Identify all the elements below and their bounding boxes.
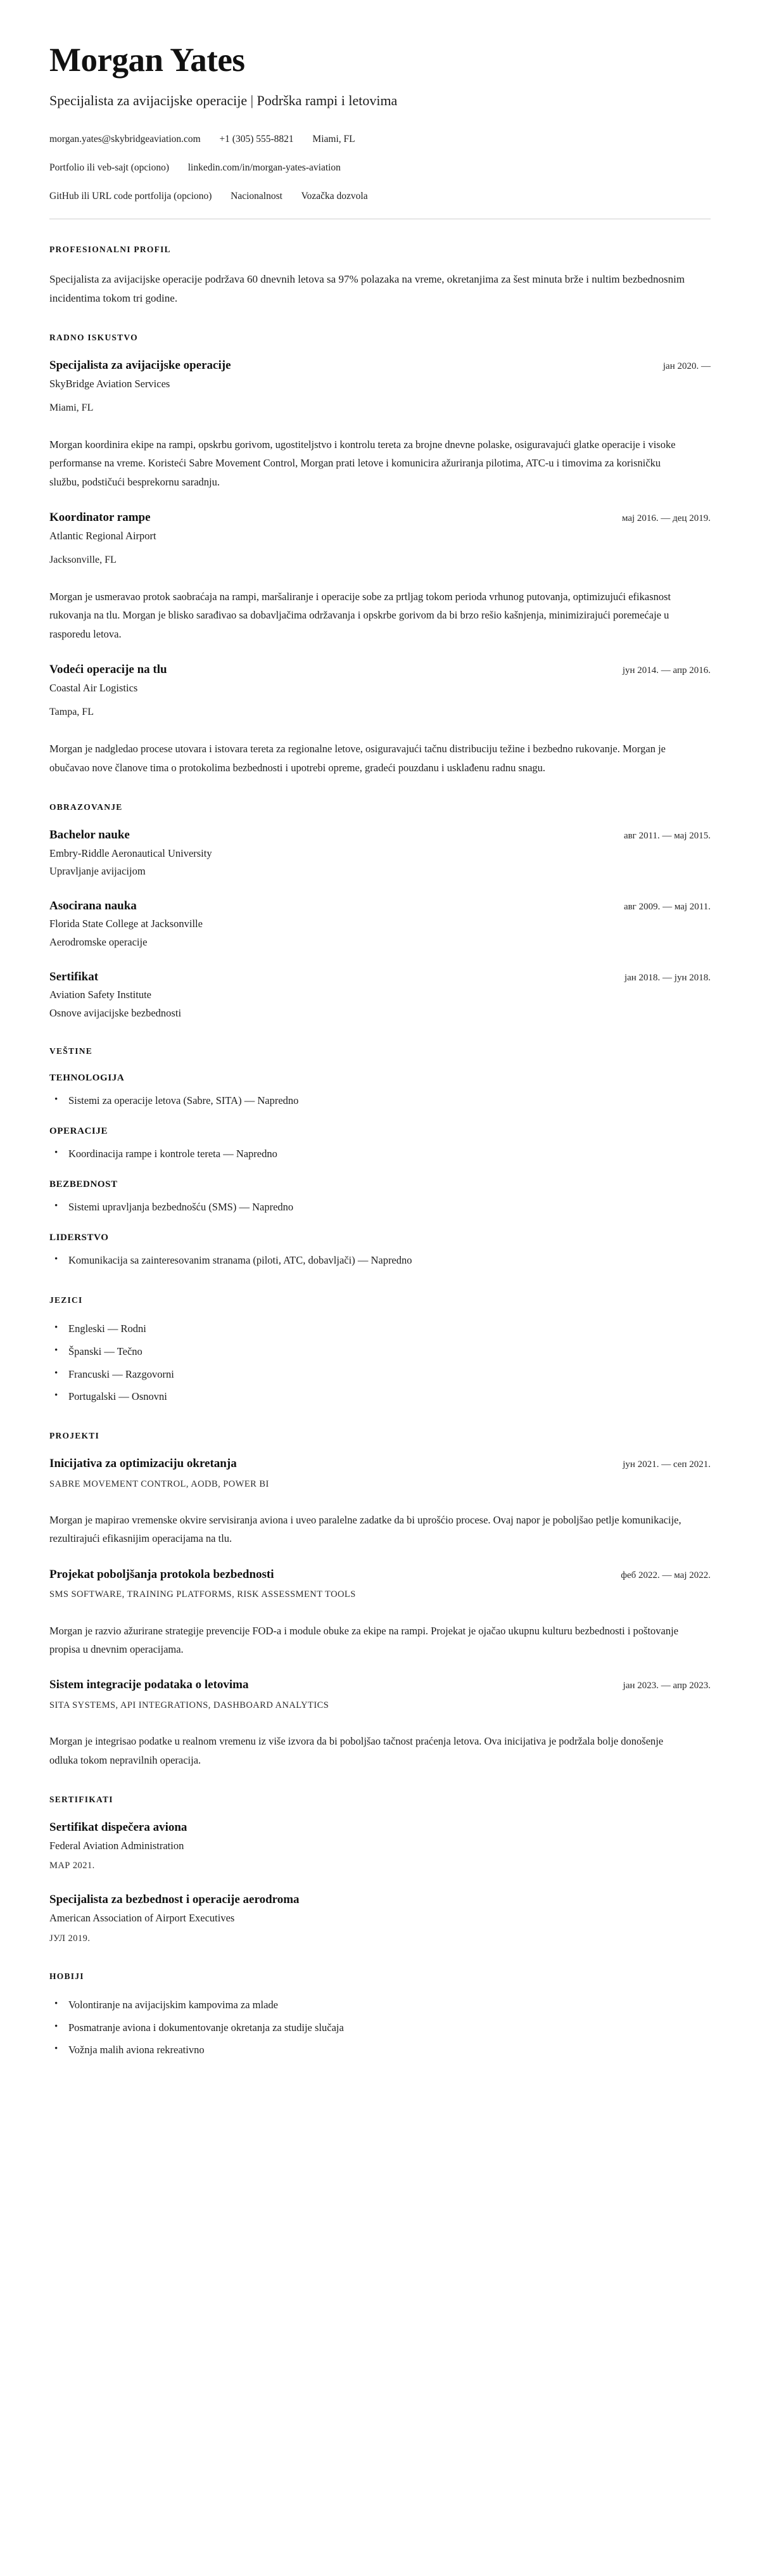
experience-entry — [49, 358, 711, 491]
project-entry-head — [49, 1677, 711, 1693]
project-tech: SABRE MOVEMENT CONTROL, AODB, POWER BI — [49, 1478, 269, 1489]
section-experience — [49, 333, 711, 777]
education-entry-head — [49, 828, 711, 843]
hobby-list — [49, 1997, 711, 2059]
skill-group-name: OPERACIJE — [49, 1126, 108, 1137]
education-field: Aerodromske operacije — [49, 936, 148, 948]
experience-role: Vodeći operacije na tlu — [49, 663, 167, 677]
contact-row-primary — [49, 132, 711, 146]
hobby-item: • Volontiranje na avijacijskim kampovima za mlade — [49, 1997, 711, 2014]
nationality-text: Nacionalnost — [231, 191, 282, 202]
project-description: Morgan je integrisao podatke u realnom vremenu iz više izvora da bi poboljšao tačnost praćenja letova. Ova inicijativa je podržala bolje donošenje odluka tokom nepravilnih operacija. — [49, 1735, 664, 1766]
certificate-date: ЈУЛ 2019. — [49, 1933, 91, 1944]
skill-group-bezbednost — [49, 1179, 711, 1216]
education-date: јан 2018. — јун 2018. — [624, 972, 711, 983]
experience-description: Morgan koordinira ekipe na rampi, opskrbu gorivom, ugostiteljstvo i kontrolu tereta za brojne dnevne polaske, osiguravajući glatke operacije i visoke performanse na vreme. Koristeći Sabre Movement Control, Morgan prati letove i komunicira ažuriranja pilotima, ATC-u i timovima za korisničku službu, podstičući besprekornu saradnju. — [49, 438, 676, 488]
project-entry — [49, 1456, 711, 1548]
experience-entry-head — [49, 358, 711, 374]
certificate-name: Specijalista za bezbednost i operacije aerodroma — [49, 1893, 300, 1907]
section-title-languages: JEZICI — [49, 1295, 83, 1305]
section-title-skills: VEŠTINE — [49, 1046, 93, 1056]
skill-list — [49, 1199, 711, 1216]
experience-location: Jacksonville, FL — [49, 554, 117, 566]
education-degree: Asocirana nauka — [49, 899, 137, 913]
phone-text[interactable]: +1 (305) 555-8821 — [219, 133, 294, 144]
language-item: • Španski — Tečno — [49, 1343, 711, 1361]
section-education — [49, 802, 711, 1021]
education-degree: Sertifikat — [49, 970, 99, 984]
education-field: Osnove avijacijske bezbednosti — [49, 1006, 182, 1019]
languages-block — [49, 1295, 711, 1406]
skill-list — [49, 1252, 711, 1269]
linkedin-text[interactable]: linkedin.com/in/morgan-yates-aviation — [187, 162, 341, 173]
project-date: феб 2022. — мај 2022. — [621, 1570, 711, 1580]
language-item: • Engleski — Rodni — [49, 1321, 711, 1338]
hobby-item: • Posmatranje aviona i dokumentovanje okretanja za studije slučaja — [49, 2020, 711, 2037]
section-profile — [49, 245, 711, 307]
certificate-issuer: American Association of Airport Executives — [49, 1912, 235, 1925]
skill-list — [49, 1146, 711, 1163]
education-entry — [49, 828, 711, 880]
section-hobbies — [49, 1971, 711, 2059]
language-item: • Francuski — Razgovorni — [49, 1366, 711, 1383]
github-text[interactable]: GitHub ili URL code portfolija (opciono) — [49, 191, 212, 202]
experience-company: Atlantic Regional Airport — [49, 529, 156, 542]
education-entry-head — [49, 970, 711, 985]
experience-company: SkyBridge Aviation Services — [49, 377, 170, 390]
section-skills — [49, 1046, 711, 1406]
section-certificates — [49, 1795, 711, 1946]
experience-description: Morgan je nadgledao procese utovara i istovara tereta za regionalne letove, osiguravajući tačnu distribuciju težine i bezbedno rukovanje. Morgan je obučavao nove članove tima o protokolima bezbednosti i upotrebi opreme, gradeći pouzdanu i usklađenu radnu snagu. — [49, 743, 666, 774]
section-title-certificates: SERTIFIKATI — [49, 1794, 113, 1804]
contact-row-extra — [49, 189, 711, 203]
experience-entry — [49, 510, 711, 643]
project-entry — [49, 1567, 711, 1659]
education-date: авг 2009. — мај 2011. — [623, 901, 711, 912]
language-item: • Portugalski — Osnovni — [49, 1388, 711, 1406]
location-text: Miami, FL — [312, 133, 355, 144]
profile-text: Specijalista za avijacijske operacije podržava 60 dnevnih letova sa 97% polazaka na vreme, okretanjima za šest minuta brže i nultim bezbednosnim incidentima tokom tri godine. — [49, 273, 685, 304]
project-date: јун 2021. — сеп 2021. — [623, 1459, 711, 1470]
skill-list — [49, 1093, 711, 1110]
skill-group-name: BEZBEDNOST — [49, 1179, 118, 1189]
education-institution: Aviation Safety Institute — [49, 989, 151, 1001]
resume-header — [49, 43, 711, 219]
experience-date: мај 2016. — дец 2019. — [621, 513, 711, 524]
education-institution: Florida State College at Jacksonville — [49, 918, 203, 930]
skill-group-tehnologija — [49, 1073, 711, 1110]
section-title-profile: PROFESIONALNI PROFIL — [49, 245, 171, 255]
education-entry — [49, 970, 711, 1022]
education-date: авг 2011. — мај 2015. — [623, 830, 711, 841]
education-field: Upravljanje avijacijom — [49, 865, 146, 878]
section-title-hobbies: HOBIJI — [49, 1971, 84, 1981]
skill-item: • Sistemi za operacije letova (Sabre, SITA) — Napredno — [49, 1093, 711, 1110]
skill-item: • Koordinacija rampe i kontrole tereta — Napredno — [49, 1146, 711, 1163]
experience-role: Specijalista za avijacijske operacije — [49, 358, 231, 372]
project-name: Sistem integracije podataka o letovima — [49, 1678, 249, 1692]
skill-group-name: LIDERSTVO — [49, 1232, 109, 1243]
education-entry — [49, 899, 711, 951]
certificate-date: МАР 2021. — [49, 1861, 95, 1871]
skill-group-liderstvo — [49, 1233, 711, 1269]
skill-item: • Sistemi upravljanja bezbednošću (SMS) — Napredno — [49, 1199, 711, 1216]
skill-group-name: TEHNOLOGIJA — [49, 1073, 125, 1084]
project-entry — [49, 1677, 711, 1769]
experience-entry — [49, 662, 711, 777]
experience-role: Koordinator rampe — [49, 511, 151, 525]
experience-company: Coastal Air Logistics — [49, 681, 138, 694]
section-title-experience: RADNO ISKUSTVO — [49, 332, 138, 342]
experience-entry-head — [49, 510, 711, 526]
project-description: Morgan je mapirao vremenske okvire servisiranja aviona i uveo paralelne zadatke da bi uprošćio procese. Ovaj napor je poboljšao petlje komunikacije, rezultirajući efikasnijim operacijama na tlu. — [49, 1514, 681, 1545]
experience-location: Miami, FL — [49, 402, 94, 414]
candidate-name: Morgan Yates — [49, 42, 245, 79]
candidate-headline: Specijalista za avijacijske operacije | Podrška rampi i letovima — [49, 93, 398, 109]
email-text[interactable]: morgan.yates@skybridgeaviation.com — [49, 133, 201, 144]
project-date: јан 2023. — апр 2023. — [623, 1681, 711, 1691]
certificate-name: Sertifikat dispečera aviona — [49, 1820, 187, 1834]
experience-location: Tampa, FL — [49, 707, 94, 718]
section-projects — [49, 1431, 711, 1769]
certificate-entry — [49, 1820, 711, 1873]
project-name: Inicijativa za optimizaciju okretanja — [49, 1457, 237, 1471]
education-degree: Bachelor nauke — [49, 828, 130, 842]
education-entry-head — [49, 899, 711, 914]
experience-entry-head — [49, 662, 711, 678]
education-institution: Embry-Riddle Aeronautical University — [49, 847, 212, 859]
project-description: Morgan je razvio ažurirane strategije prevencije FOD-a i module obuke za ekipe na rampi. Projekat je ojačao ukupnu kulturu bezbednosti i poštovanje propisa u dnevnim operacijama. — [49, 1624, 679, 1655]
certificate-issuer: Federal Aviation Administration — [49, 1839, 184, 1852]
language-list — [49, 1321, 711, 1406]
project-entry-head — [49, 1456, 711, 1472]
project-tech: SMS SOFTWARE, TRAINING PLATFORMS, RISK ASSESSMENT TOOLS — [49, 1589, 356, 1600]
project-name: Projekat poboljšanja protokola bezbednosti — [49, 1567, 274, 1581]
experience-date: јун 2014. — апр 2016. — [622, 665, 711, 676]
section-title-education: OBRAZOVANJE — [49, 802, 123, 812]
certificate-entry — [49, 1892, 711, 1945]
section-title-projects: PROJEKTI — [49, 1431, 100, 1441]
project-tech: SITA SYSTEMS, API INTEGRATIONS, DASHBOARD ANALYTICS — [49, 1700, 329, 1710]
skill-group-operacije — [49, 1126, 711, 1163]
experience-description: Morgan je usmeravao protok saobraćaja na rampi, maršaliranje i operacije sobe za prtljag tokom perioda vrhunog putovanja, optimizujući efikasnost rukovanja na tlu. Morgan je blisko sarađivao sa dobavljačima održavanja i opskrbe gorivom da bi brzo rešio kašnjenja, minimizirajući poremećaje u rasporedu letova. — [49, 591, 671, 640]
project-entry-head — [49, 1567, 711, 1583]
driving-license-text: Vozačka dozvola — [301, 191, 368, 202]
experience-date: јан 2020. — — [662, 361, 711, 371]
contact-row-links — [49, 160, 711, 175]
hobby-item: • Vožnja malih aviona rekreativno — [49, 2042, 711, 2059]
portfolio-text[interactable]: Portfolio ili veb-sajt (opciono) — [49, 162, 169, 173]
skill-item: • Komunikacija sa zainteresovanim stranama (piloti, ATC, dobavljači) — Napredno — [49, 1252, 711, 1269]
